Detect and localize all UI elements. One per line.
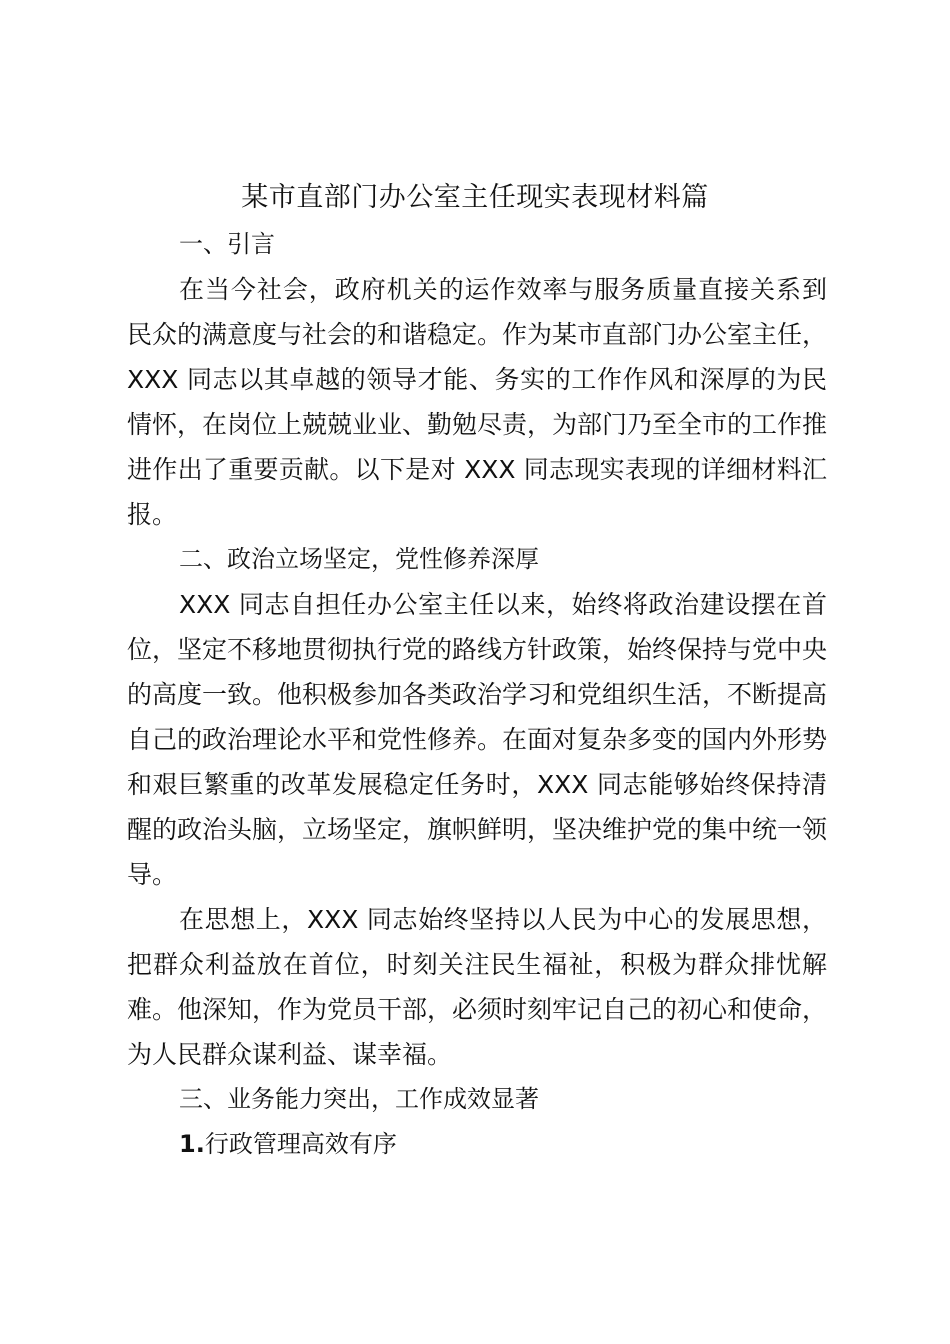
subheading-admin xyxy=(127,1122,827,1167)
document-title: 某市直部门办公室主任现实表现材料篇 xyxy=(241,182,709,213)
subheading-number: 1. xyxy=(179,1130,205,1158)
paragraph-political-2: 在思想上，XXX 同志始终坚持以人民为中心的发展思想，把群众利益放在首位，时刻关注民生福祉，积极为群众排忧解难。他深知，作为党员干部，必须时刻牢记自己的初心和使命，为人民群众谋利益、谋幸福。 xyxy=(127,905,828,1069)
paragraph-intro: 在当今社会，政府机关的运作效率与服务质量直接关系到民众的满意度与社会的和谐稳定。作为某市直部门办公室主任，XXX 同志以其卓越的领导才能、务实的工作作风和深厚的为民情怀，在岗位上兢兢业业、勤勉尽责，为部门乃至全市的工作推进作出了重要贡献。以下是对 XXX 同志现实表现的详细材料汇报。 xyxy=(127,275,828,529)
section-heading-business: 三、业务能力突出，工作成效显著 xyxy=(179,1085,539,1113)
section-heading-political: 二、政治立场坚定，党性修养深厚 xyxy=(179,545,539,573)
paragraph-political-1: XXX 同志自担任办公室主任以来，始终将政治建设摆在首位，坚定不移地贯彻执行党的路线方针政策，始终保持与党中央的高度一致。他积极参加各类政治学习和党组织生活，不断提高自己的政治理论水平和党性修养。在面对复杂多变的国内外形势和艰巨繁重的改革发展稳定任务时，XXX 同志能够始终保持清醒的政治头脑，立场坚定，旗帜鲜明，坚决维护党的集中统一领导。 xyxy=(127,590,828,889)
document-body xyxy=(127,222,827,1167)
subheading-title: 行政管理高效有序 xyxy=(204,1130,397,1158)
section-heading-intro: 一、引言 xyxy=(179,230,275,258)
